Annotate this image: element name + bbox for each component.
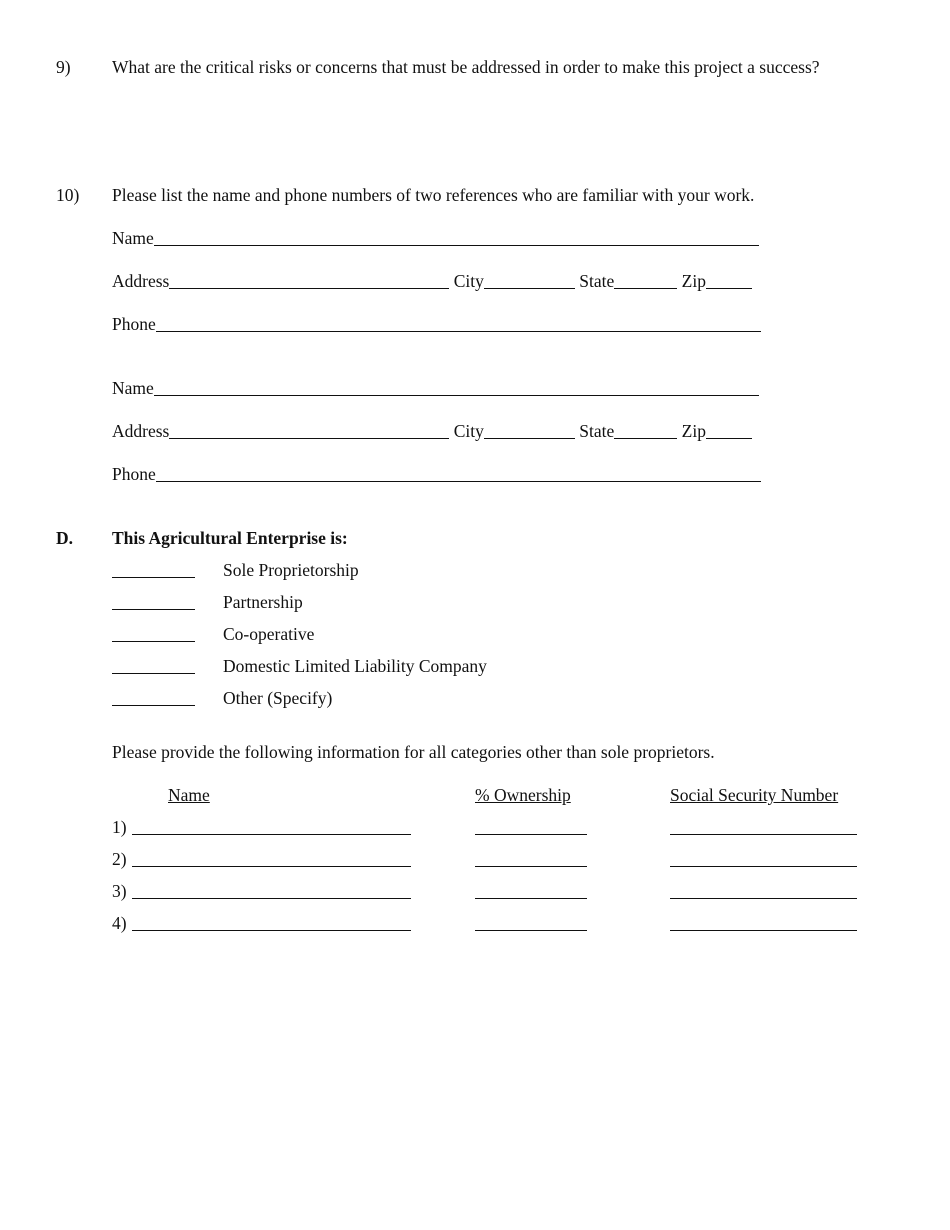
reference-1-phone-row bbox=[112, 314, 761, 334]
address-field[interactable] bbox=[169, 423, 449, 439]
table-header-ownership: % Ownership bbox=[475, 785, 571, 805]
ownership-percent-field[interactable] bbox=[475, 833, 587, 835]
option-partnership-label: Partnership bbox=[223, 592, 303, 612]
option-sole-proprietorship-label: Sole Proprietorship bbox=[223, 560, 359, 580]
address-field[interactable] bbox=[169, 273, 449, 289]
reference-1-address-row bbox=[112, 271, 752, 291]
question-10-number: 10) bbox=[56, 185, 80, 205]
phone-field[interactable] bbox=[156, 466, 761, 482]
ownership-percent-field[interactable] bbox=[475, 897, 587, 899]
row-number: 1) bbox=[112, 817, 127, 837]
reference-2-address-row bbox=[112, 421, 752, 441]
ownership-percent-field[interactable] bbox=[475, 865, 587, 867]
ownership-percent-field[interactable] bbox=[475, 929, 587, 931]
name-label: Name bbox=[112, 228, 154, 248]
state-label: State bbox=[579, 421, 615, 441]
zip-field[interactable] bbox=[706, 423, 752, 439]
option-co-operative-blank[interactable] bbox=[112, 640, 195, 642]
zip-field[interactable] bbox=[706, 273, 752, 289]
question-10-text: Please list the name and phone numbers of two references who are familiar with your work. bbox=[112, 185, 755, 205]
zip-label: Zip bbox=[681, 271, 706, 291]
name-label: Name bbox=[112, 378, 154, 398]
city-field[interactable] bbox=[484, 423, 575, 439]
phone-field[interactable] bbox=[156, 316, 761, 332]
table-header-ssn: Social Security Number bbox=[670, 785, 839, 805]
table-header-name: Name bbox=[168, 785, 210, 805]
section-d-letter: D. bbox=[56, 528, 74, 548]
name-field[interactable] bbox=[154, 380, 759, 396]
ssn-field[interactable] bbox=[670, 929, 857, 931]
option-partnership-blank[interactable] bbox=[112, 608, 195, 610]
ownership-instruction: Please provide the following information for all categories other than sole proprietors. bbox=[112, 742, 715, 762]
option-sole-proprietorship-blank[interactable] bbox=[112, 576, 195, 578]
option-llc-blank[interactable] bbox=[112, 672, 195, 674]
ssn-field[interactable] bbox=[670, 865, 857, 867]
row-number: 4) bbox=[112, 913, 127, 933]
owner-name-field[interactable] bbox=[132, 897, 411, 899]
owner-name-field[interactable] bbox=[132, 833, 411, 835]
phone-label: Phone bbox=[112, 314, 156, 334]
option-other-label: Other (Specify) bbox=[223, 688, 333, 708]
question-9-number: 9) bbox=[56, 57, 71, 77]
state-field[interactable] bbox=[614, 273, 677, 289]
address-label: Address bbox=[112, 421, 170, 441]
question-9-text: What are the critical risks or concerns that must be addressed in order to make this project a success? bbox=[112, 57, 820, 77]
option-other-blank[interactable] bbox=[112, 704, 195, 706]
reference-1-name-row bbox=[112, 228, 759, 248]
row-number: 3) bbox=[112, 881, 127, 901]
owner-name-field[interactable] bbox=[132, 865, 411, 867]
city-field[interactable] bbox=[484, 273, 575, 289]
owner-name-field[interactable] bbox=[132, 929, 411, 931]
option-co-operative-label: Co-operative bbox=[223, 624, 315, 644]
address-label: Address bbox=[112, 271, 170, 291]
ssn-field[interactable] bbox=[670, 897, 857, 899]
row-number: 2) bbox=[112, 849, 127, 869]
phone-label: Phone bbox=[112, 464, 156, 484]
reference-2-phone-row bbox=[112, 464, 761, 484]
option-llc-label: Domestic Limited Liability Company bbox=[223, 656, 487, 676]
name-field[interactable] bbox=[154, 230, 759, 246]
reference-2-name-row bbox=[112, 378, 759, 398]
state-field[interactable] bbox=[614, 423, 677, 439]
ssn-field[interactable] bbox=[670, 833, 857, 835]
state-label: State bbox=[579, 271, 615, 291]
section-d-title: This Agricultural Enterprise is: bbox=[112, 528, 348, 548]
zip-label: Zip bbox=[681, 421, 706, 441]
city-label: City bbox=[453, 271, 484, 291]
city-label: City bbox=[453, 421, 484, 441]
